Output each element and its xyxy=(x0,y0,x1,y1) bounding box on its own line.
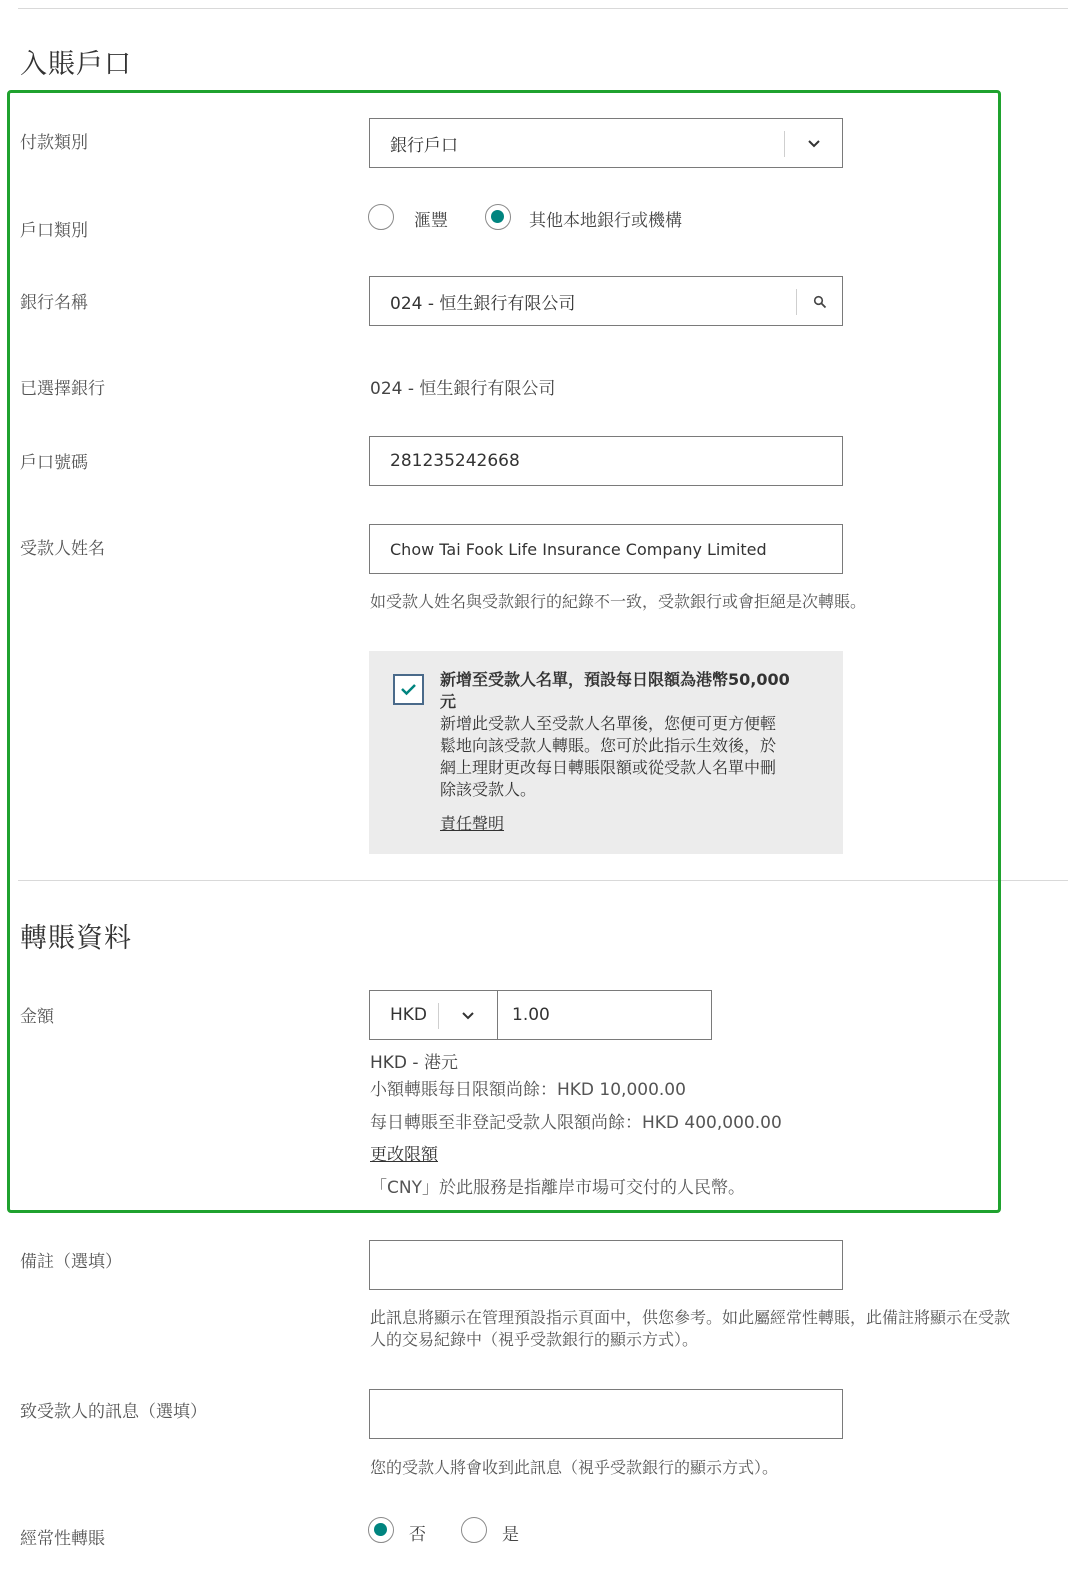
disclaimer-link[interactable]: 責任聲明 xyxy=(440,814,505,833)
chevron-down-icon xyxy=(806,136,822,152)
payee-name-value: Chow Tai Fook Life Insurance Company Limited xyxy=(390,539,767,559)
radio-recurring-no[interactable] xyxy=(368,1517,394,1543)
remarks-help-line2: 人的交易紀錄中（視乎受款銀行的顯示方式）。 xyxy=(370,1330,699,1349)
label-account-number: 戶口號碼 xyxy=(20,453,88,473)
currency-description: HKD - 港元 xyxy=(370,1053,458,1073)
payee-list-title-line1: 新增至受款人名單，預設每日限額為港幣50,000 xyxy=(440,670,790,689)
selected-bank-value: 024 - 恒生銀行有限公司 xyxy=(370,379,556,399)
account-number-input[interactable] xyxy=(369,436,843,486)
add-to-payee-list-checkbox[interactable] xyxy=(393,674,424,705)
change-limit-link[interactable]: 更改限額 xyxy=(370,1145,438,1165)
top-divider xyxy=(18,8,1068,9)
label-selected-bank: 已選擇銀行 xyxy=(20,379,105,399)
label-remarks: 備註（選填） xyxy=(20,1252,122,1272)
payment-type-value: 銀行戶口 xyxy=(390,135,458,156)
account-number-value: 281235242668 xyxy=(390,451,520,471)
label-account-type: 戶口類別 xyxy=(20,221,88,241)
label-message-to-payee: 致受款人的訊息（選填） xyxy=(20,1402,207,1422)
payee-list-desc-line1: 新增此受款人至受款人名單後，您便可更方便輕 xyxy=(440,714,777,733)
section-divider xyxy=(18,880,1068,881)
search-icon[interactable] xyxy=(813,295,827,309)
radio-label-yes: 是 xyxy=(502,1525,519,1545)
currency-select[interactable] xyxy=(369,990,498,1040)
small-transfer-limit: 小額轉賬每日限額尚餘：HKD 10,000.00 xyxy=(370,1080,686,1100)
bank-name-search-input[interactable] xyxy=(369,276,843,326)
label-amount: 金額 xyxy=(20,1007,54,1027)
radio-account-type-other-bank[interactable] xyxy=(485,204,511,230)
payment-type-select[interactable] xyxy=(369,118,843,168)
cny-note: 「CNY」於此服務是指離岸市場可交付的人民幣。 xyxy=(370,1178,745,1198)
radio-account-type-hsbc[interactable] xyxy=(368,204,394,230)
payee-name-warning: 如受款人姓名與受款銀行的紀錄不一致，受款銀行或會拒絕是次轉賬。 xyxy=(370,592,867,611)
payee-list-desc-line2: 鬆地向該受款人轉賬。您可於此指示生效後，於 xyxy=(440,736,777,755)
section-title-payee-account: 入賬戶口 xyxy=(20,49,132,80)
payee-list-desc-line4: 除該受款人。 xyxy=(440,780,537,799)
radio-label-no: 否 xyxy=(409,1525,426,1545)
label-payee-name: 受款人姓名 xyxy=(20,539,105,559)
label-recurring-transfer: 經常性轉賬 xyxy=(20,1529,105,1549)
remarks-help-line1: 此訊息將顯示在管理預設指示頁面中，供您參考。如此屬經常性轉賬，此備註將顯示在受款 xyxy=(370,1308,1011,1327)
bank-name-value: 024 - 恒生銀行有限公司 xyxy=(390,293,576,314)
message-help: 您的受款人將會收到此訊息（視乎受款銀行的顯示方式）。 xyxy=(370,1458,779,1477)
amount-value: 1.00 xyxy=(512,1005,550,1025)
payee-name-input[interactable] xyxy=(369,524,843,574)
chevron-down-icon xyxy=(460,1008,476,1024)
message-to-payee-input[interactable] xyxy=(369,1389,843,1439)
label-payment-type: 付款類別 xyxy=(20,133,88,153)
payee-list-title-line2: 元 xyxy=(440,692,457,711)
radio-label-hsbc: 滙豐 xyxy=(414,211,448,231)
amount-input[interactable] xyxy=(497,990,712,1040)
unregistered-payee-limit: 每日轉賬至非登記受款人限額尚餘：HKD 400,000.00 xyxy=(370,1113,782,1133)
radio-recurring-yes[interactable] xyxy=(461,1517,487,1543)
label-bank-name: 銀行名稱 xyxy=(20,293,88,313)
remarks-input[interactable] xyxy=(369,1240,843,1290)
currency-value: HKD xyxy=(390,1005,428,1025)
radio-label-other-bank: 其他本地銀行或機構 xyxy=(529,211,682,231)
section-title-transfer-details: 轉賬資料 xyxy=(20,923,132,954)
checkmark-icon xyxy=(400,682,417,697)
payee-list-desc-line3: 網上理財更改每日轉賬限額或從受款人名單中刪 xyxy=(440,758,777,777)
